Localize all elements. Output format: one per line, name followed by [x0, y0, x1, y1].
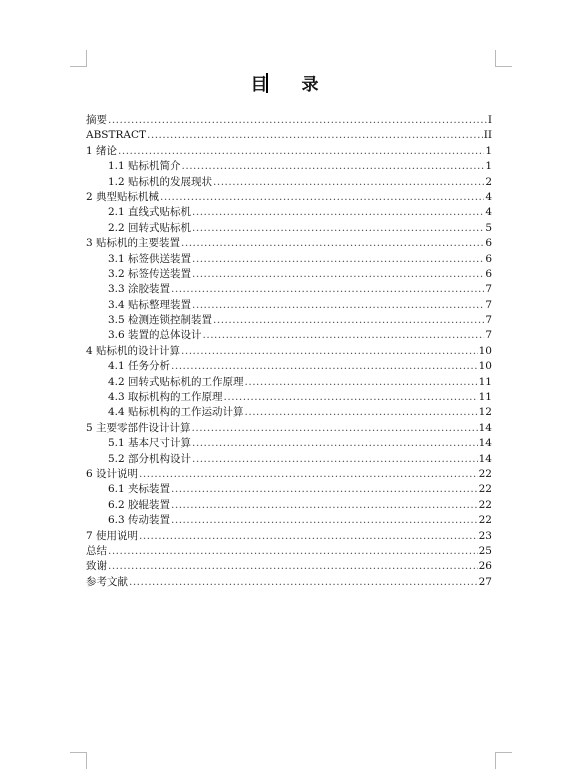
toc-entry-page: 10: [478, 344, 492, 357]
toc-entry[interactable]: [86, 236, 492, 251]
toc-entry-page: 6: [485, 267, 492, 280]
toc-entry-text: 4.1 任务分析: [108, 360, 171, 373]
toc-leader-dots: [108, 559, 478, 574]
toc-leader-dots: [181, 344, 478, 359]
toc-entry-page: 22: [478, 483, 492, 496]
crop-mark-bottom-left: [70, 752, 87, 769]
toc-entry-page: 23: [478, 529, 492, 542]
toc-entry[interactable]: [86, 559, 492, 574]
toc-leader-dots: [213, 175, 484, 190]
toc-entry-text: 致谢: [86, 560, 107, 573]
toc-entry-page: 7: [485, 283, 492, 296]
toc-entry-text: 3.3 涂胶装置: [108, 283, 171, 296]
toc-leader-dots: [171, 482, 478, 497]
toc-entry[interactable]: [86, 313, 492, 328]
toc-leader-dots: [192, 298, 484, 313]
toc-entry[interactable]: [86, 282, 492, 297]
table-of-contents: [86, 113, 492, 590]
toc-entry-text: 2 典型贴标机械: [86, 190, 160, 203]
toc-leader-dots: [192, 452, 478, 467]
toc-entry-text: 4.3 取标机构的工作原理: [108, 391, 223, 404]
toc-entry-text: 2.1 直线式贴标机: [108, 206, 192, 219]
toc-entry[interactable]: [86, 452, 492, 467]
toc-entry[interactable]: [86, 252, 492, 267]
toc-entry[interactable]: [86, 159, 492, 174]
toc-entry[interactable]: [86, 575, 492, 590]
toc-entry-page: 2: [485, 175, 492, 188]
toc-entry-page: 12: [478, 406, 492, 419]
toc-leader-dots: [192, 267, 484, 282]
toc-leader-dots: [245, 405, 478, 420]
toc-leader-dots: [118, 144, 484, 159]
toc-entry[interactable]: [86, 513, 492, 528]
toc-entry-page: I: [487, 114, 492, 126]
toc-leader-dots: [181, 236, 484, 251]
toc-entry-text: 摘要: [86, 114, 107, 126]
toc-entry-text: 3.6 装置的总体设计: [108, 329, 202, 342]
toc-leader-dots: [139, 467, 478, 482]
toc-entry-page: 10: [478, 360, 492, 373]
toc-entry-page: 7: [485, 298, 492, 311]
toc-entry-text: 3.2 标签传送装置: [108, 267, 192, 280]
toc-entry[interactable]: [86, 375, 492, 390]
toc-leader-dots: [192, 205, 484, 220]
toc-leader-dots: [245, 375, 478, 390]
toc-entry-page: 4: [485, 190, 492, 203]
crop-mark-top-right: [495, 50, 512, 67]
toc-leader-dots: [192, 221, 484, 236]
toc-leader-dots: [182, 159, 485, 174]
toc-leader-dots: [192, 436, 478, 451]
toc-entry-text: 3.4 贴标整理装置: [108, 298, 192, 311]
toc-entry-text: 3.1 标签供送装置: [108, 252, 192, 265]
toc-leader-dots: [129, 575, 478, 590]
toc-entry-text: 6.1 夹标装置: [108, 483, 171, 496]
toc-entry[interactable]: [86, 205, 492, 220]
toc-entry-page: 14: [478, 452, 492, 465]
toc-leader-dots: [171, 513, 478, 528]
toc-entry[interactable]: [86, 436, 492, 451]
toc-entry-page: 22: [478, 467, 492, 480]
toc-entry[interactable]: [86, 221, 492, 236]
toc-entry[interactable]: [86, 175, 492, 190]
toc-entry-text: 3.5 检测连锁控制装置: [108, 314, 213, 327]
toc-entry[interactable]: [86, 113, 492, 128]
toc-leader-dots: [224, 390, 478, 405]
toc-entry-text: 1 绪论: [86, 144, 118, 157]
toc-entry-page: 1: [485, 160, 492, 173]
toc-entry-page: 27: [478, 575, 492, 588]
toc-leader-dots: [192, 252, 484, 267]
toc-entry-text: 3 贴标机的主要装置: [86, 237, 181, 250]
toc-entry[interactable]: [86, 190, 492, 205]
toc-leader-dots: [213, 313, 484, 328]
toc-entry[interactable]: [86, 421, 492, 436]
toc-entry-page: 11: [478, 391, 492, 404]
toc-entry-text: 5 主要零部件设计计算: [86, 421, 191, 434]
toc-entry-page: 6: [485, 237, 492, 250]
toc-entry-text: 4.4 贴标机构的工作运动计算: [108, 406, 244, 419]
toc-leader-dots: [160, 190, 484, 205]
toc-entry-page: 4: [485, 206, 492, 219]
toc-entry-text: 参考文献: [86, 575, 128, 588]
toc-leader-dots: [171, 282, 484, 297]
toc-entry-text: 4 贴标机的设计计算: [86, 344, 181, 357]
toc-entry[interactable]: [86, 267, 492, 282]
toc-leader-dots: [192, 421, 478, 436]
toc-entry[interactable]: [86, 498, 492, 513]
toc-entry-page: 25: [478, 544, 492, 557]
toc-entry[interactable]: [86, 482, 492, 497]
toc-entry-text: 6.3 传动装置: [108, 514, 171, 527]
toc-leader-dots: [108, 544, 478, 559]
toc-entry-page: 22: [478, 498, 492, 511]
toc-entry-text: ABSTRACT: [86, 129, 147, 142]
toc-leader-dots: [147, 128, 483, 143]
toc-entry-page: 5: [485, 221, 492, 234]
toc-entry-page: 14: [478, 421, 492, 434]
toc-entry-text: 4.2 回转式贴标机的工作原理: [108, 375, 244, 388]
toc-entry[interactable]: [86, 298, 492, 313]
toc-leader-dots: [171, 498, 478, 513]
toc-entry[interactable]: [86, 344, 492, 359]
toc-entry[interactable]: [86, 144, 492, 159]
crop-mark-top-left: [70, 50, 87, 67]
toc-entry-page: 6: [485, 252, 492, 265]
toc-entry-text: 1.1 贴标机简介: [108, 160, 181, 173]
toc-entry-text: 1.2 贴标机的发展现状: [108, 175, 213, 188]
toc-leader-dots: [108, 113, 487, 128]
toc-entry-text: 5.1 基本尺寸计算: [108, 437, 192, 450]
toc-entry-page: 22: [478, 514, 492, 527]
toc-entry-page: 11: [478, 375, 492, 388]
toc-leader-dots: [171, 359, 478, 374]
toc-entry[interactable]: [86, 328, 492, 343]
toc-entry-page: II: [483, 129, 492, 142]
toc-entry[interactable]: [86, 544, 492, 559]
toc-entry-page: 26: [478, 560, 492, 573]
toc-entry[interactable]: [86, 359, 492, 374]
toc-entry[interactable]: [86, 467, 492, 482]
toc-entry-text: 5.2 部分机构设计: [108, 452, 192, 465]
toc-entry-page: 14: [478, 437, 492, 450]
toc-entry-text: 总结: [86, 544, 107, 557]
toc-entry-page: 7: [485, 329, 492, 342]
toc-entry-text: 2.2 回转式贴标机: [108, 221, 192, 234]
toc-entry-page: 1: [485, 144, 492, 157]
toc-leader-dots: [139, 529, 478, 544]
toc-entry-text: 6.2 胶辊装置: [108, 498, 171, 511]
toc-title[interactable]: 目 录: [250, 75, 333, 95]
toc-entry-page: 7: [485, 314, 492, 327]
toc-leader-dots: [203, 328, 485, 343]
toc-entry-text: 7 使用说明: [86, 529, 139, 542]
toc-entry[interactable]: [86, 529, 492, 544]
crop-mark-bottom-right: [495, 752, 512, 769]
toc-entry[interactable]: [86, 390, 492, 405]
toc-entry-text: 6 设计说明: [86, 467, 139, 480]
toc-entry[interactable]: [86, 128, 492, 143]
toc-entry[interactable]: [86, 405, 492, 420]
